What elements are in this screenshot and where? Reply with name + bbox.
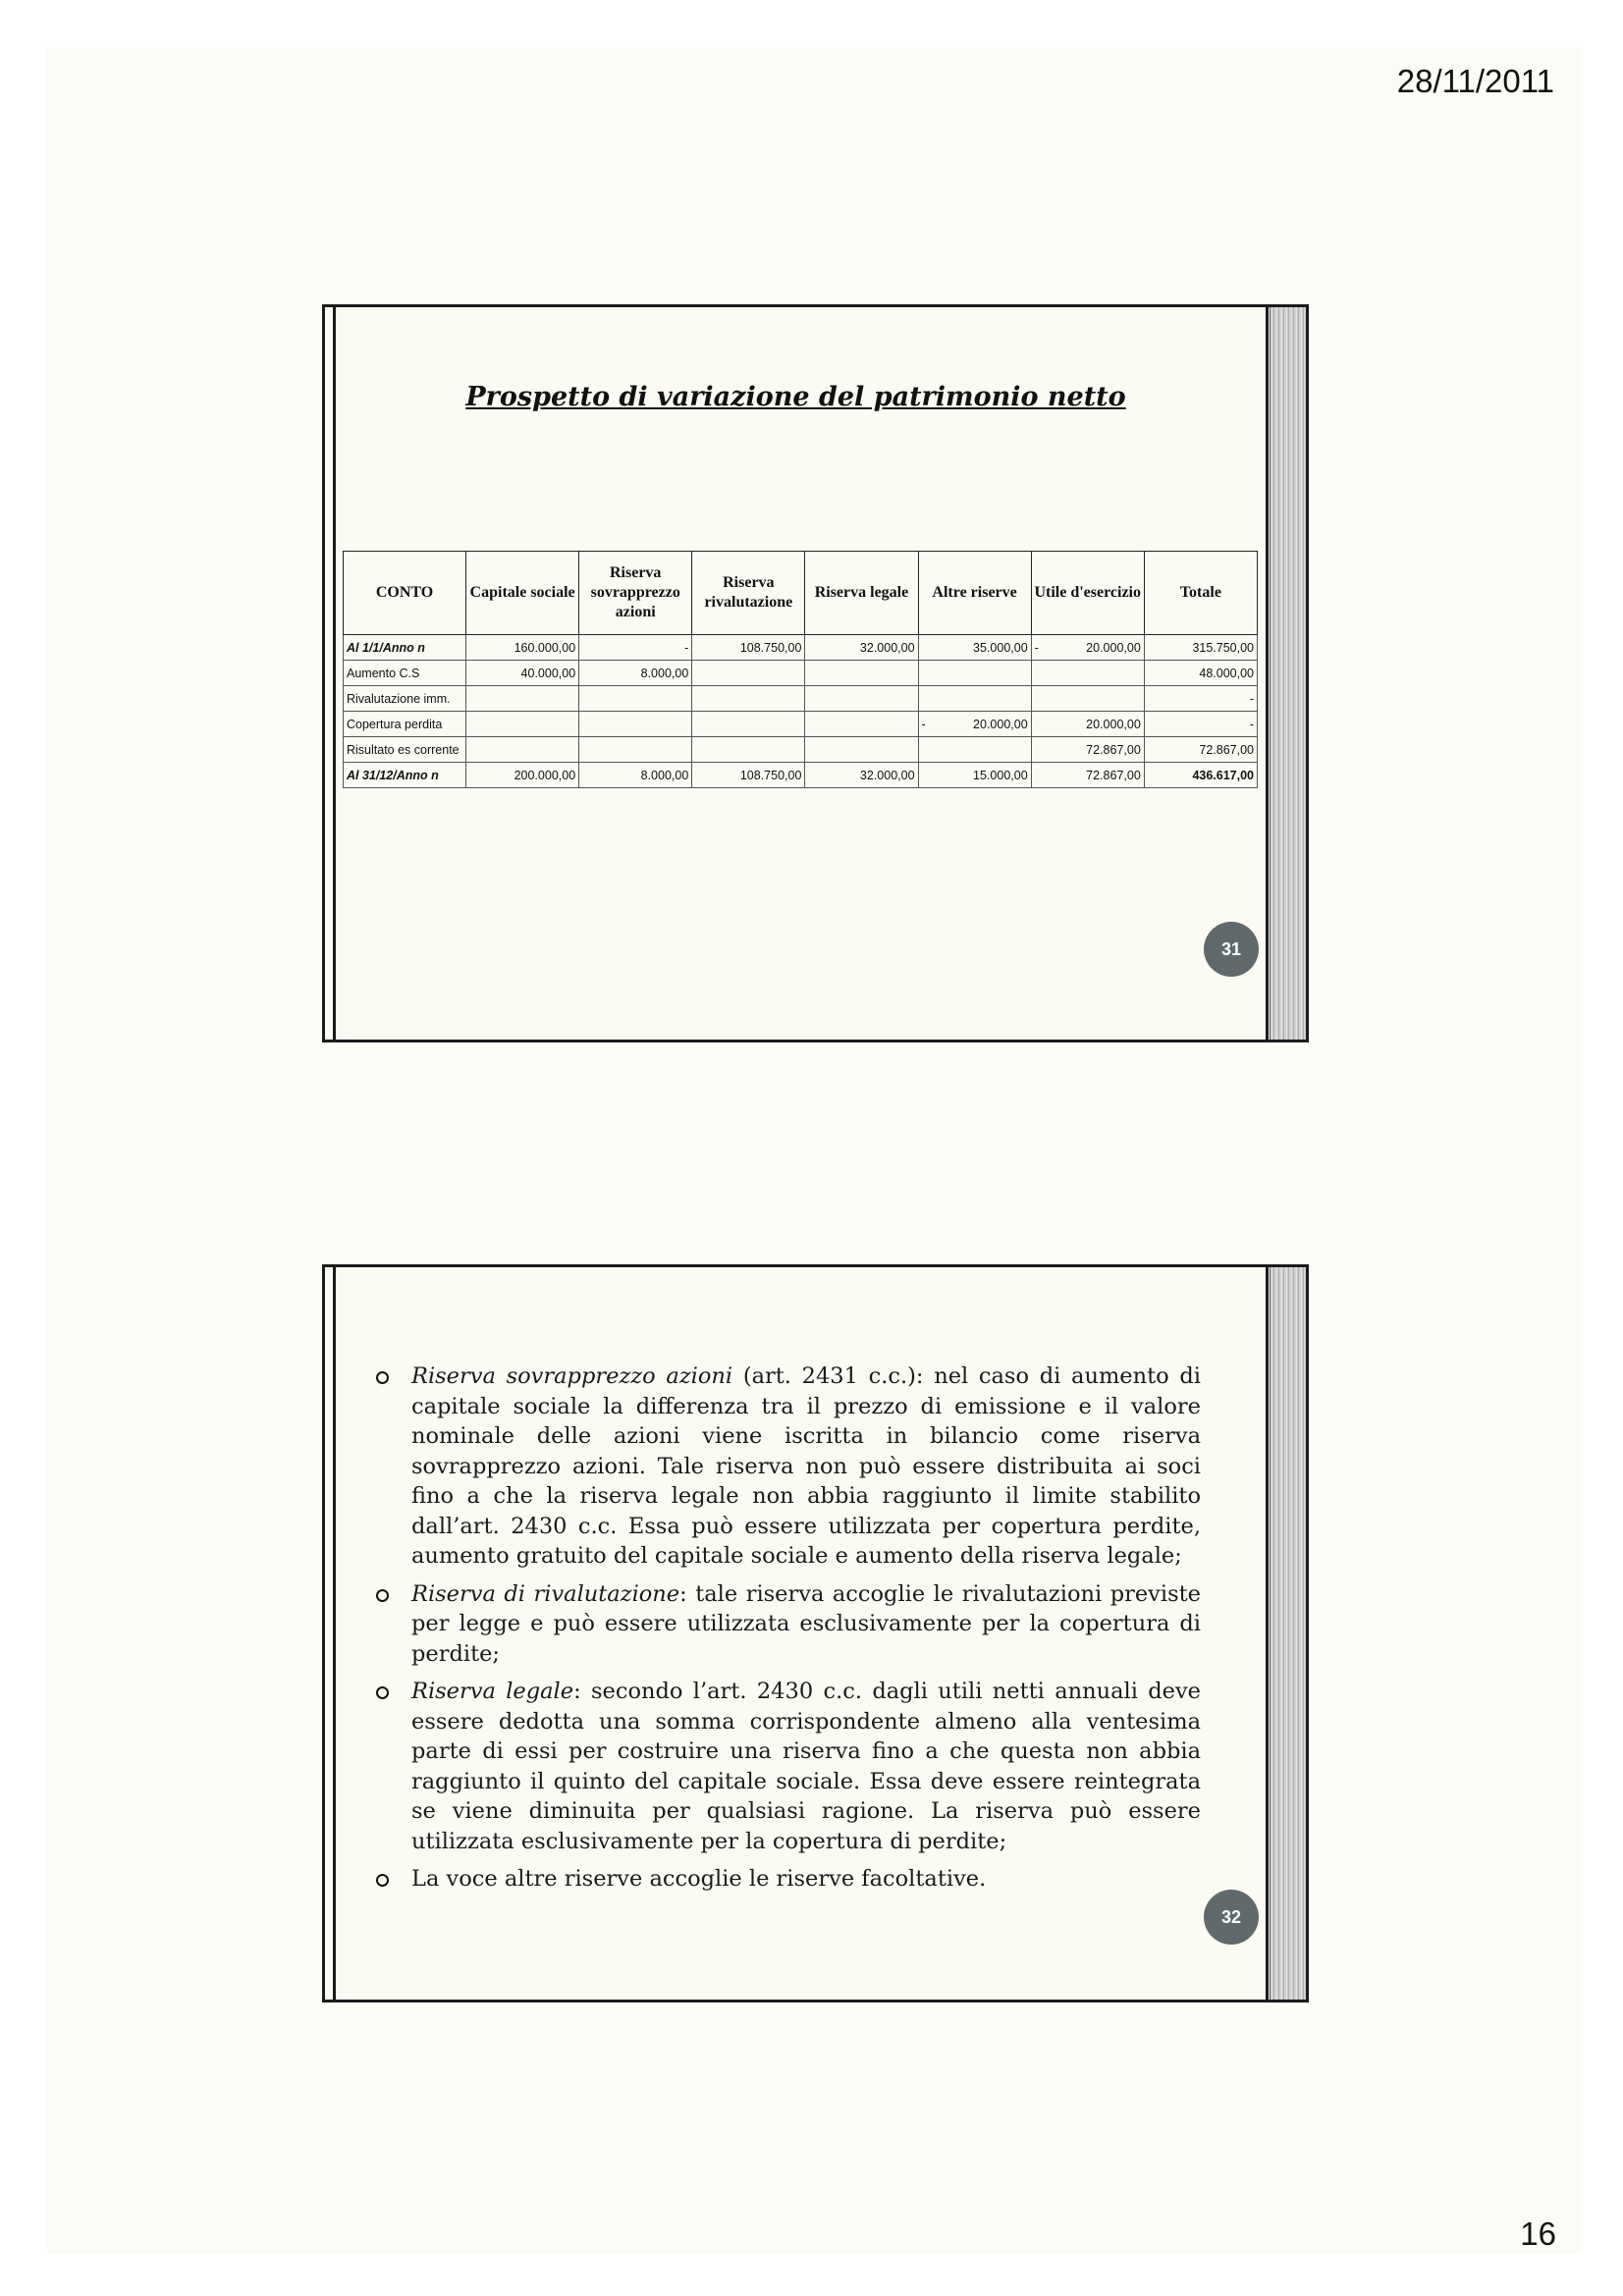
bullet-list: [376, 1362, 1201, 1902]
list-item: [376, 1362, 1201, 1572]
column-header: Riserva legale: [805, 552, 918, 635]
row-label: Al 1/1/Anno n: [344, 635, 466, 661]
row-label: Copertura perdita: [344, 712, 466, 737]
cell-altre: [918, 737, 1031, 763]
cell-totale: 436.617,00: [1144, 763, 1257, 788]
list-item: [376, 1864, 1201, 1895]
cell-value: 20.000,00: [973, 717, 1028, 731]
term: Riserva legale: [411, 1679, 574, 1704]
item-text: (art. 2431 c.c.): nel caso di aumento di capitale sociale la differenza tra il prezzo di emissione e il valore nominale delle azioni viene iscritta in bilancio come riserva sovrapprezzo azioni. Tale riserva non può essere distribuita ai soci fino a che la riserva legale non abbia raggiunto il limite stabilito dall’art. 2430 c.c. Essa può essere utilizzata per copertura perdite, aumento gratuito del capitale sociale e aumento della riserva legale;: [411, 1363, 1201, 1569]
cell-sovrapprezzo: [579, 712, 692, 737]
slide-border-line: [1266, 1267, 1269, 2000]
minus-sign: -: [921, 717, 926, 731]
table-row: [344, 686, 1258, 712]
cell-rivalutazione: [692, 737, 805, 763]
column-header: Capitale sociale: [466, 552, 579, 635]
cell-sovrapprezzo: 8.000,00: [579, 661, 692, 686]
slide-decorative-strip: [1270, 1267, 1306, 2000]
circle-bullet-icon: [376, 1371, 389, 1384]
cell-legale: [805, 737, 918, 763]
cell-utile: 72.867,00: [1031, 737, 1144, 763]
cell-totale: -: [1144, 686, 1257, 712]
cell-altre: [918, 661, 1031, 686]
cell-sovrapprezzo: 8.000,00: [579, 763, 692, 788]
circle-bullet-icon: [376, 1589, 389, 1602]
row-label: Risultato es corrente: [344, 737, 466, 763]
cell-legale: 32.000,00: [805, 635, 918, 661]
slide-number-badge: 32: [1204, 1890, 1259, 1945]
cell-capitale: 200.000,00: [466, 763, 579, 788]
cell-altre: [918, 686, 1031, 712]
cell-utile: [1031, 661, 1144, 686]
cell-rivalutazione: [692, 686, 805, 712]
column-header: CONTO: [344, 552, 466, 635]
row-label: Aumento C.S: [344, 661, 466, 686]
column-header: Riserva rivalutazione: [692, 552, 805, 635]
equity-changes-table: [343, 551, 1258, 788]
cell-totale: 48.000,00: [1144, 661, 1257, 686]
cell-sovrapprezzo: [579, 686, 692, 712]
page-number: 16: [1520, 2216, 1556, 2252]
cell-utile: 72.867,00: [1031, 763, 1144, 788]
cell-legale: [805, 712, 918, 737]
term: Riserva di rivalutazione: [411, 1580, 680, 1607]
slide-number-badge: 31: [1204, 922, 1259, 977]
table-header-row: [344, 552, 1258, 635]
cell-rivalutazione: 108.750,00: [692, 635, 805, 661]
slide-border-line: [333, 1267, 336, 2000]
table-row: [344, 763, 1258, 788]
cell-capitale: 160.000,00: [466, 635, 579, 661]
slide-decorative-strip: [1270, 307, 1306, 1040]
column-header: Altre riserve: [918, 552, 1031, 635]
cell-totale: 72.867,00: [1144, 737, 1257, 763]
cell-altre: [918, 712, 1031, 737]
cell-value: 20.000,00: [1086, 640, 1141, 655]
cell-altre: 15.000,00: [918, 763, 1031, 788]
column-header: Utile d'esercizio: [1031, 552, 1144, 635]
column-header: Riserva sovrapprezzo azioni: [579, 552, 692, 635]
cell-totale: -: [1144, 712, 1257, 737]
cell-sovrapprezzo: [579, 737, 692, 763]
table-row: [344, 712, 1258, 737]
cell-capitale: [466, 737, 579, 763]
slide-32: [322, 1264, 1309, 2002]
slide-title: Prospetto di variazione del patrimonio netto: [465, 382, 1126, 412]
minus-sign: -: [1034, 640, 1039, 655]
circle-bullet-icon: [376, 1874, 389, 1887]
slide-border-line: [333, 307, 336, 1040]
cell-capitale: [466, 686, 579, 712]
table-row: [344, 635, 1258, 661]
cell-capitale: [466, 712, 579, 737]
cell-rivalutazione: [692, 712, 805, 737]
item-text: : tale riserva accoglie le rivalutazioni previste per legge e può essere utilizzata esclusivamente per la copertura di perdite;: [411, 1580, 1201, 1667]
cell-utile: [1031, 686, 1144, 712]
cell-totale: 315.750,00: [1144, 635, 1257, 661]
cell-sovrapprezzo: -: [579, 635, 692, 661]
row-label: Rivalutazione imm.: [344, 686, 466, 712]
header-date: 28/11/2011: [1396, 63, 1554, 99]
table-row: [344, 737, 1258, 763]
table-row: [344, 661, 1258, 686]
term: Riserva sovrapprezzo azioni: [411, 1363, 733, 1389]
item-text: : secondo l’art. 2430 c.c. dagli utili netti annuali deve essere dedotta una somma corrispondente almeno alla ventesima parte di essi per costruire una riserva fino a che questa non abbia raggiunto il quinto del capitale sociale. Essa deve essere reintegrata se viene diminuita per qualsiasi ragione. La riserva può essere utilizzata esclusivamente per la copertura di perdite;: [411, 1679, 1202, 1854]
cell-altre: 35.000,00: [918, 635, 1031, 661]
slide-31: [322, 304, 1309, 1042]
cell-legale: 32.000,00: [805, 763, 918, 788]
list-item: [376, 1579, 1201, 1670]
list-item: [376, 1677, 1201, 1856]
circle-bullet-icon: [376, 1686, 389, 1699]
cell-legale: [805, 661, 918, 686]
cell-rivalutazione: [692, 661, 805, 686]
cell-utile: [1031, 635, 1144, 661]
column-header: Totale: [1144, 552, 1257, 635]
item-text: La voce altre riserve accoglie le riserve facoltative.: [411, 1866, 987, 1892]
cell-legale: [805, 686, 918, 712]
row-label: Al 31/12/Anno n: [344, 763, 466, 788]
cell-utile: 20.000,00: [1031, 712, 1144, 737]
cell-rivalutazione: 108.750,00: [692, 763, 805, 788]
slide-border-line: [1266, 307, 1269, 1040]
cell-capitale: 40.000,00: [466, 661, 579, 686]
